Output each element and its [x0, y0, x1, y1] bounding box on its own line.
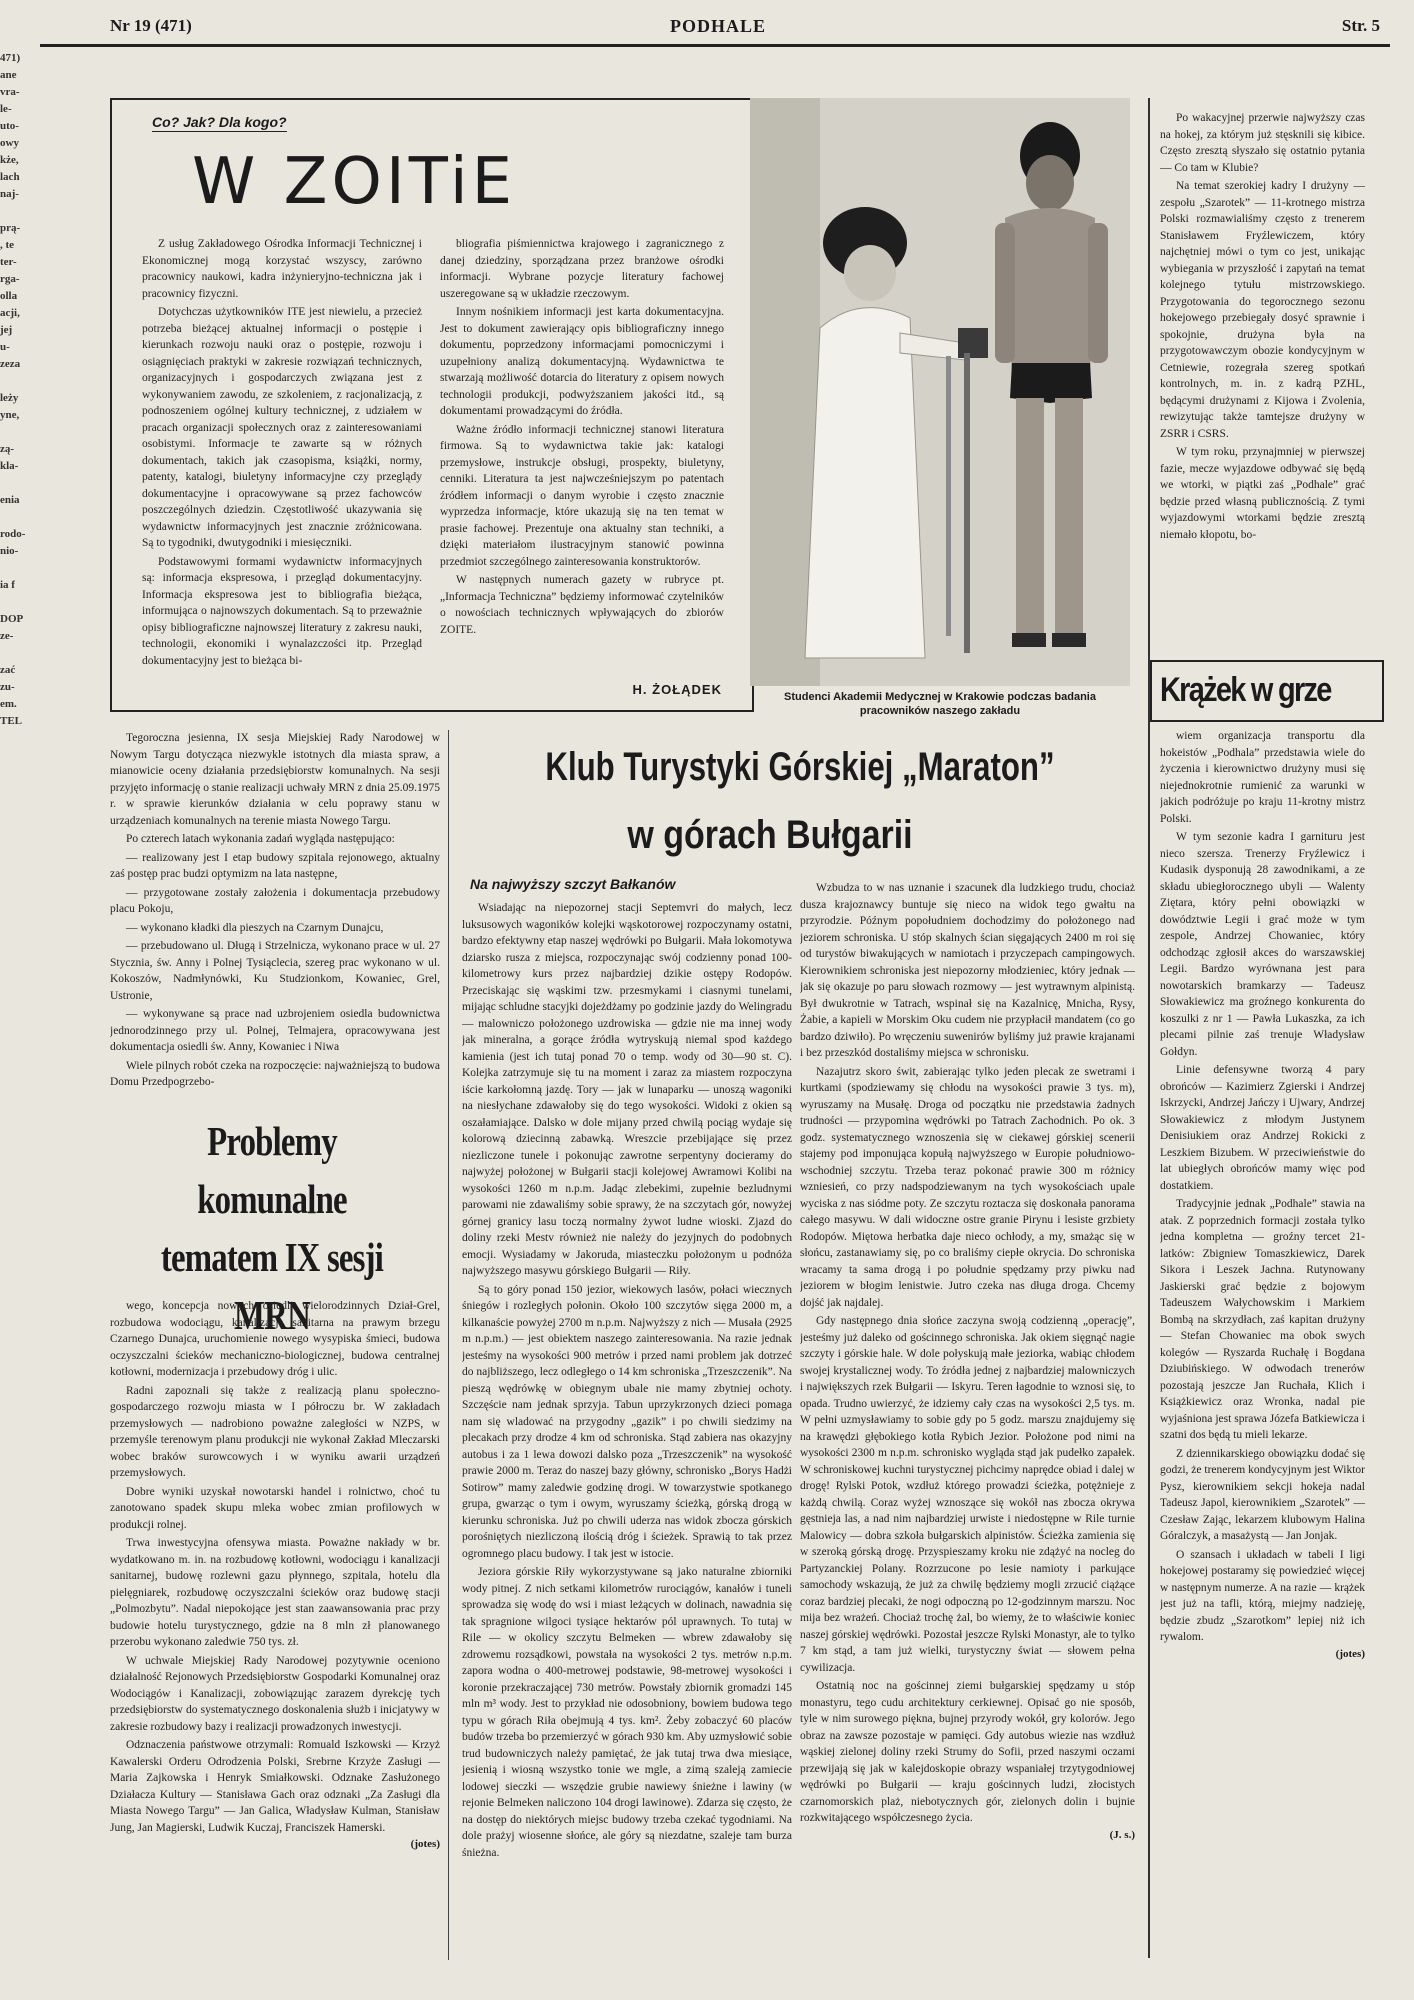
zoitie-article	[110, 98, 754, 712]
mrn-paragraph: — przygotowane zostały założenia i dokumentacja przebudowy placu Pokoju,	[110, 886, 440, 915]
zoitie-paragraph: Z usług Zakładowego Ośrodka Informacji Technicznej i Ekonomicznej mogą korzystać wszyscy, zarówno pracownicy naukowi, kadra inżynieryjno-techniczna jak i pracownicy fizyczni.	[142, 238, 422, 300]
photo-image	[750, 98, 1130, 686]
maraton-column-2	[800, 880, 1135, 1955]
zoitie-paragraph: Podstawowymi formami wydawnictw informacyjnych są: informacja ekspresowa, i przegląd dokumentacyjny. Informacja ekspresowa jest to bibliografia bieżąca, informująca o najnowszych dokumentach. Są to przeważnie opisy bibliograficzne najnowszej literatury z zakresu nauki, technologii, ekonomiki i wynalazczości itp. Przegląd dokumentacyjny jest to bieżąca bi-	[142, 555, 422, 667]
maraton-subhead: Na najwyższy szczyt Bałkanów	[470, 876, 676, 892]
maraton-column-1	[462, 900, 792, 1955]
mrn-paragraph: Po czterech latach wykonania zadań wygląda następująco:	[126, 833, 395, 845]
mrn-paragraph: — przebudowano ul. Długą i Strzelnicza, wykonano prace w ul. 27 Stycznia, św. Anny i Polnej Tysiąclecia, szereg prac wykonano w ul. Kokoszów, Nadmłynówki, Ku Studzionkom, Kowaniec, Grel, Ustronie,	[110, 940, 440, 1002]
zoitie-author: H. ŻOŁĄDEK	[632, 682, 722, 697]
mrn-paragraph: Tegoroczna jesienna, IX sesja Miejskiej Rady Narodowej w Nowym Targu dotycząca niezwykle istotnych dla miasta spraw, a mianowicie oceny działania przedsiębiorstw komunalnych. Na sesji przyjęto informację o stanie realizacji uchwały MRN z dnia 25.09.1975 r. w sprawie kierunków działania w celu poprawy stanu w urządzeniach komunalnych na terenie miasta Nowego Targu.	[110, 732, 440, 827]
maraton-title-line-1: Klub Turystyki Górskiej „Maraton”	[545, 745, 1055, 789]
hockey-frame	[1148, 98, 1150, 1958]
mrn-signature: (jotes)	[410, 1838, 440, 1850]
column-rule	[448, 730, 449, 1960]
zoitie-paragraph: Dotychczas użytkowników ITE jest niewielu, a przecież potrzeba bieżącej aktualnej informacji o postępie i kierunkach rozwoju nauki oraz o postępie, rozwoju i osiągnięciach praktyki w zakresie rozwiązań technicznych, organizacyjnych i gospodarczych związana jest z wykonywaniem zawodu, ze szkoleniem, z racjonalizacją, z podnoszeniem ogólnej kultury technicznej, z udziałem w pracach organizacji społecznych oraz z zainteresowaniami osobistymi. Informacje te zawarte są w różnych dokumentach, takich jak czasopisma, książki, normy, patenty, katalogi, biuletyny informacyjne czy przeglądy dokumentacyjne i opracowywane są przez fachowców poszczególnych dziedzin. Częstotliwość ukazywania się wydawnictw informacyjnych jest znacznie zróżnicowana. Są to tygodniki, dwutygodniki i miesięczniki.	[142, 306, 422, 549]
hockey-column-top	[1160, 110, 1365, 650]
maraton-signature: (J. s.)	[1109, 1828, 1135, 1841]
mrn-paragraph: Trwa inwestycyjna ofensywa miasta. Poważne nakłady w br. wydatkowano m. in. na rozbudowę kotłowni, wodociągu i kanalizacji sanitarnej, budowę rozlewni gazu płynnego, szpitala, hotelu dla pielęgniarek, rozbudowę oczyszczalni ścieków oraz budowę stacji „Polmozbytu”. Nadal niepokojące jest stan zaawansowania prac przy budowie hotelu turystycznego, gdzie na 8 mln zł planowanego przerobu wykonano zaledwie 750 tys. zł.	[110, 1537, 440, 1648]
maraton-paragraph: Nazajutrz skoro świt, zabierając tylko jeden plecak ze swetrami i kurtkami (spodziewamy się chłodu na wysokości prawie 3 tys. m), wyruszamy na Musałę. Droga od początku nie przedstawia żadnych trudności — przypomina wędrówki po Tatrach Zachodnich. Po ok. 3 godz. systematycznego wznoszenia się w ciekawej górskiej scenerii stajemy pod imponująca kopułą najwyższego w Europie południowo-wschodniej szczytu. Trzeba teraz pokonać prawie 300 m różnicy wzniesień, co przy nadspodziewanym na tych wysokościach upale wyciska z nas siódme poty. Ze szczytu roztacza się doskonała panorama całego masywu. W dali widoczne ostre granie Pirynu i lesiste grzbiety Rodopów. Miętowa herbatka daje nieco ochłody, a my, smażąc się w słońcu, zastanawiamy się, po co braliśmy ciepłe okrycia. Do schroniska wracamy ta sama drogą i po południe spędzamy przy piwku nad jeziorem w błogim lenistwie. Jutro czeka nas długa droga. Chcemy dojść jak najdalej.	[800, 1065, 1135, 1309]
hockey-paragraph: Na temat szerokiej kadry I drużyny — zespołu „Szarotek” — 11-krotnego mistrza Polski rozmawialiśmy często z trenerem Stanisławem Fryźlewiczem, który najchętniej mówi o tym co jest, unikając wybiegania w przyszłość i zapytań na temat kolejnego tytułu mistrzowskiego. Przygotowania do tegorocznego sezonu hokejowego przebiegały dosyć sprawnie i spokojnie, drużyna była na przygotowawczym obozie kondycyjnym w Cetniewie, rozegrała szereg spotkań kontrolnych, m. in. z kadrą PZHL, będącymi drużynami z Kijowa i Zvolenia, rewizytując także tamtejsze drużyny w ZSRR i CSRS.	[1160, 180, 1365, 440]
zoitie-column-1	[142, 236, 422, 704]
hockey-title: Krążek w grze	[1160, 671, 1331, 709]
zoitie-paragraph: Ważne źródło informacji technicznej stanowi literatura firmowa. Są to wydawnictwa takie jak: katalogi przemysłowe, instrukcje obsługi, prospekty, biuletyny, cenniki. Literatura ta jest najwcześniejszym po patentach źródłem informacji o danym wyrobie i często znacznie wyprzedza informacje, które ukazują się na ten temat w prasie fachowej. Prezentuje ona aktualny stan techniki, a dzięki materiałom ilustracyjnym stanowić powinna przedmiot szczególnego zainteresowania konstruktorów.	[440, 423, 724, 568]
maraton-paragraph: Gdy następnego dnia słońce zaczyna swoją codzienną „operację”, jesteśmy już daleko od gościnnego schroniska. Jak okiem sięgnąć nagie szczyty i górskie hale. W dole połyskują małe jeziorka, wabiąc chłodem swojej krystalicznej wody. To źródła jednej z najbardziej malowniczych i największych rzek Bułgarii — Iskyru. Teren łagodnie to wznosi się, to opada. Trudno uwierzyć, że idziemy cały czas na wysokości 2,5 tys. m. W pełni uzmysławiamy to sobie gdy po 5 godz. marszu znajdujemy się na krawędzi głębokiego kotła Rybich Jezior. Położone pod nimi na wysokości 2300 m n.p.m. schronisko wygląda stąd jak pudełko zapałek. W schroniskowej kuchni turystycznej pichcimy naprędce obiad i dalej w drogę! Rylski Potok, wzdłuż którego prowadzi ścieżka, potężnieje z każdą chwilą. Coraz wyżej wznoszące się wokół nas zbocza okrywa gęstnieja las, a nad nim najbardziej urwiste i niedostępne w Rile turnie Malowicy — dobra szkoła bułgarskich alpinistów. Ścieżka zamienia się w szeroką górską drogę. Przyspieszamy kroku nie zdążyć na nocleg do Partyzanckiej Polany. Rozrzucone po lesie namioty i parkujące samochody wskazują, że już za chwilę będziemy mogli zrzucić ciążące coraz bardziej plecaki, że nogi odpoczną po 12-godzinnym marszu. Noc mija bez wrażeń. Chociaż trochę żal, bo wiemy, że to właściwie koniec naszej górskiej wędrówki. Pozostał jeszcze Rylski Monastyr, ale to tylko 7 km stąd, a tam już wielki, turystyczny świat — słowem pełna cywilizacja.	[800, 1315, 1135, 1674]
hockey-paragraph: W tym sezonie kadra I garnituru jest nieco szersza. Trenerzy Fryźlewicz i Kudasik dysponują 28 zawodnikami, a ze składu ubiegłorocznego ubyli — Walenty Ziętara, który pełni obowiązki w dowództwie Legii i grać może w tym zespole, Andrzej Chowaniec, który odchodząc zgłosił akces do warszawskiej Legii. Bardzo wyrównana jest para nowotarskich bramkarzy — Tadeusz Słowakiewicz ma groźnego konkurenta do koszulki z nr 1 — Pawła Lukaszka, za ich plecami pilnie zaś trenuje Władysław Gołdyn.	[1160, 831, 1365, 1058]
hockey-paragraph: Linie defensywne tworzą 4 pary obrońców — Kazimierz Zgierski i Andrzej Iskrzycki, Andrzej Jańczy i Ujwary, Andrzej Słowakiewicz z młodym Justynem Denisiukiem oraz Andrzej Rokicki z Leszkiem Bizubem. W przeciwieństwie do lat ubiegłych obrońców mamy więc pod dostatkiem.	[1160, 1064, 1365, 1192]
maraton-paragraph: Wsiadając na niepozornej stacji Septemvri do małych, lecz luksusowych wagoników kolejki wąskotorowej rozpoczynamy ostatni, bardzo efektywny etap naszej wędrówki po Bułgarii. Mała lokomotywa dziarsko rusza z miejsca, rozpoczynając swój codzienny ponad 100-kilometrowy kurs przez najbardziej dzikie ostępy Rodopów. Przeciskając się wąskimi tzw. przesmykami i ciasnymi tunelami, mijając schludne stacyjki dojeżdżamy po godzinie jazdy do Welingradu — malowniczo położonego uzdrowiska — gdzie nie ma innej wody jak mineralna, a gorące źródła wytryskują niemal spod każdego kamienia (jest ich tutaj ponad 70 o temp. wody od 30—90 st. C). Kolejka zatrzymuje się tu na moment i zaraz za miastem rozpoczyna iście karkołomną jazdę. Tory — jak w lunaparku — unoszą wagoniki na niesłychane zdawałoby się do tego wysokości. Widoki z okien są oszałamiające. Dalsko w dole mijany przed chwilą pociąg wydaje się kolorową dziecinną zabawką. Wreszcie przebijające się przez niezliczone tunele i pokonując zawrotne serpentyny docieramy do najwyżej położonej w Bułgarii stacji kolejowej Awramowi Kolibi na wysokości 1260 m n.p.m. Jadąc zlebekimi, zupełnie bezludnymi parowami nie zdawaliśmy sobie sprawy, że na szczytach gór, nowyżej górnej granicy lasu toczą normalny żywot ludne wioski. Zjazd do doliny rzeki Mestv również nie należy do jezyjnych do podobnych emocji. Wysiadamy w Jakoruda, miasteczku położonym u podnóża najwyższego masywu górskiego Bułgarii — Riły.	[462, 902, 792, 1277]
mrn-paragraph: Radni zapoznali się także z realizacją planu społeczno-gospodarczego rozwoju miasta w I półroczu br. W zakładach przemysłowych — nadrobiono poważne zaległości w NZPS, w przemyśle terenowym planu produkcji nie wykonał Zakład Mleczarski wobec braków surowcowych i w wyniku awarii urządzeń przemysłowych.	[110, 1384, 440, 1479]
zoitie-title: W ZOITiE	[192, 145, 517, 219]
left-margin-fragment: 471) ane vra- le- uto- owy kże, lach naj- prą- , te ter- rga- olla acji, jej u- zeza leży yne, zą- kla- enia rodo- nio- ia f DOP ze- zać zu- em. TEL	[0, 52, 26, 727]
maraton-paragraph: Ostatnią noc na gościnnej ziemi bułgarskiej spędzamy u stóp monastyru, tego cudu architektury cerkiewnej. Opisać go nie sposób, tyle w nim surowego piękna, bujnej przyrody wokół, gry kolorów. Jego obraz na zawsze pozostaje w pamięci. Gdy autobus wiezie nas wzdłuż wąskiej zielonej doliny rzeki Strumy do Sofii, przed naszymi oczami przewijają się jak w kalejdoskopie obrazy wspaniałej trzytygodniowej wędrówki po Bułgarii — kraju gościnnych ludzi, złocistych czarnomorskich plaż, niebotycznych gór, zielonych dolin i bujnie rozkwitającego współczesnego życia.	[800, 1680, 1135, 1824]
medical-exam-photo	[750, 98, 1130, 686]
hockey-paragraph: Z dziennikarskiego obowiązku dodać się godzi, że trenerem kondycyjnym jest Wiktor Pysz, kierownikiem sekcji hokeja nadal Tadeusz Japol, kierownikiem „Szarotek” — Czesław Zając, lekarzem klubowym Halina Góralczyk, a masażystą — Jan Jonjak.	[1160, 1447, 1365, 1542]
maraton-paragraph: Wzbudza to w nas uznanie i szacunek dla ludzkiego trudu, chociaż dusza krajoznawcy buntuje się nieco na widok tego gwałtu na przyrodzie. Późnym popołudniem dochodzimy do położonego nad jeziorem schroniska. U stóp skalnych ścian sięgających 2400 m roi się od turystów biwakujących w namiotach i przyczepach campingowych. Kierownikiem schroniska jest niepozorny młodzieniec, który jednak — jak się okazuje po paru słowach rozmowy — jest wytrawnym alpinistą. Był dwukrotnie w Tatrach, wspinał się na Kazalnicę, Mnicha, Rysy, Żabie, a kapieli w Morskim Oku cudem nie przypłacił mandatem (co go bardzo dziwiło). Po wręczeniu suwenirów byliśmy już prawie krajanami i bez przeszkód dostaliśmy miejsca w schronisku.	[800, 882, 1135, 1059]
mrn-title: Problemy komunalne tematem IX sesji MRN	[160, 1118, 384, 1338]
hockey-paragraph: Po wakacyjnej przerwie najwyższy czas na hokej, za którym już stęsknili się kibice. Często zresztą słyszało się ostatnio pytania — Co tam w Klubie?	[1160, 112, 1365, 174]
mrn-paragraph: — realizowany jest I etap budowy szpitala rejonowego, aktualny zaś postęp prac budzi optymizm na lata następne,	[110, 851, 440, 880]
hockey-signature: (jotes)	[1335, 1647, 1365, 1660]
mrn-paragraph: — wykonano kładki dla pieszych na Czarnym Dunajcu,	[126, 921, 384, 934]
maraton-paragraph: Jeziora górskie Riły wykorzystywane są jako naturalne zbiorniki wody pitnej. Z nich setkami kilometrów rurociągów, kanałów i tuneli sprowadza się wodę do wsi i miast leżących w dolinach, nawadnia się tak spragnione wilgoci tysiące hektarów pól uprawnych. To tutaj w Rile — w okolicy szczytu Belmeken — wbrew zdawałoby się zdrowemu rozsądkowi, powstała na wysokości 2 tys. metrów n.p.m. zapora wodna o 400-metrowej podstawie, 98-metrowej wysokości i koronie przekraczającej 730 metrów. Powstały zbiornik gromadzi 145 mln m³ wody. Jest to przykład nie odosobniony, bowiem budowa tego typu w górach Riła obejmują 4 tys. km². Żeby zobaczyć 60 placów budów trzeba bo przemierzyć w górach 930 km. Aby uzmysłowić sobie trud budowniczych należy pamiętać, że jak tutaj trwa dwa miesiące, jesienią i wiosną wszystko tonie we mgle, a zimą szaleją zamiecie lodowej sieczki — wszędzie grubie nawiewy śnieżne i lawiny (w rejonie Belmeken naliczono 104 drogi lawinowe). Zdarza się często, że na dostęp do niektórych miejsc budowy trzeba czekać tygodniami. Na dole prażyj wiosenne słońce, ale góry są niezdatne, szaleje tam burza śnieżna.	[462, 1566, 792, 1859]
mrn-paragraph: wego, koncepcja nowych osiedli wielorodzinnych Dział-Grel, rozbudowa wodociągu, kanalizacja sanitarna na prawym brzegu Czarnego Dunajca, uruchomienie nowego wysypiska śmieci, budowa oczyszczalni ścieków mechaniczno-biologicznej, budowa centralnej kotłowni, modernizacja i przebudowy dróg i ulic.	[110, 1300, 440, 1378]
maraton-title-line-2: w górach Bułgarii	[627, 813, 913, 857]
photo-caption: Studenci Akademii Medycznej w Krakowie podczas badania pracowników naszego zakładu	[784, 691, 1096, 717]
mrn-paragraph: Odznaczenia państwowe otrzymali: Romuald Iszkowski — Krzyż Kawalerski Orderu Odrodzenia Polski, Srebrne Krzyże Zasługi — Maria Zajkowska i Henryk Smiałkowski. Odznake Zasłużonego Działacza Kultury — Stanisława Gach oraz odznaki „Za Zasługi dla Miasta Nowego Targu” — Jan Galica, Władysław Kulman, Stanisław Jung, Jan Magierski, Ludwik Kuczaj, Franciszek Hamerski.	[110, 1739, 440, 1834]
mrn-paragraph: Wiele pilnych robót czeka na rozpoczęcie: najważniejszą to budowa Domu Przedpogrzebo-	[110, 1059, 440, 1088]
zoitie-paragraph: Innym nośnikiem informacji jest karta dokumentacyjna. Jest to dokument zawierający opis bibliograficzny innego dokumentu, poprzedzony informacjami pomocniczymi i uzupełniony analizą dokumentacyjną. Wydawnictwa te stwarzają możliwość dotarcia do literatury z opisem nowych technologii produkcji, podwyższaniem jakości itd., są dokumentami prowadzącymi do źródła.	[440, 306, 724, 417]
hockey-title-box	[1150, 660, 1384, 722]
page-header	[40, 14, 1390, 47]
mrn-paragraph: W uchwale Miejskiej Rady Narodowej pozytywnie oceniono działalność Rejonowych Przedsiębiorstw Gospodarki Komunalnej oraz Wodociągów i Kanalizacji, zobowiązując zarazem dyrekcję tych przedsiębiorstw do systematycznego doskonalenia służb i inicjatywy w zakresie rozbudowy bazy i realizacji prowadzonych inwestycji.	[110, 1654, 440, 1733]
zoitie-paragraph: bliografia piśmiennictwa krajowego i zagranicznego z danej dziedziny, sporządzana przez branżowe ośrodki informacji. Wybrane pozycje literatury fachowej uszeregowane są w układzie rzeczowym.	[440, 238, 724, 300]
hockey-paragraph: Tradycyjnie jednak „Podhale” stawia na atak. Z poprzednich formacji została tylko jedna kompletna — groźny tercet 21-latków: Zbigniew Tomaszkiewicz, Darek Sikora i Leszek Jachna. Rutynowany Jaskierski grać będzie z bojowym Tadeuszem Wałychowskim i Markiem Bombą na skrzydłach, zaś kapitan drużyny — Stefan Chowaniec ma obok swych kolegów — Ryszarda Ruchałę i Bogdana Dziubińskiego. W odwodach trenerów pozostają jeszcze Jan Ruchała, Klich i Książkiewicz oraz Wronka, nadal pie wyjaśniona jest sprawa Józefa Batkiewicza i szatni dos będą tu mieli lekarze.	[1160, 1198, 1365, 1441]
mrn-continuation	[110, 1298, 440, 1958]
hockey-paragraph: O szansach i układach w tabeli I ligi hokejowej postaramy się powiedzieć więcej w następnym numerze. A na razie — krążek jest już na tafli, którą, miejmy nadzieję, będzie zbudz „Szarotkom” lepiej niż ich rywalom.	[1160, 1548, 1365, 1643]
page-number: Str. 5	[1341, 16, 1380, 35]
newspaper-name: PODHALE	[670, 16, 767, 36]
mrn-paragraph: Dobre wyniki uzyskał nowotarski handel i rolnictwo, choć tu zanotowano spadek skupu mleka wobec zmian profilowych w produkcji rolnej.	[110, 1485, 440, 1531]
mrn-paragraph: — wykonywane są prace nad uzbrojeniem osiedla budownictwa jednorodzinnego przy ul. Polnej, Telmajera, opracowywana jest dokumentacja osiedli św. Anny, Kowaniec i Niwa	[110, 1008, 440, 1053]
hockey-paragraph: W tym roku, przynajmniej w pierwszej fazie, mecze wyjazdowe odbywać się będą we wtorki, w piątki zaś „Podhale” grać będzie przed własną publicznością. Z tymi wyjazdowymi wtorkami będzie zresztą niemało kłopotu, bo-	[1160, 446, 1365, 541]
zoitie-kicker: Co? Jak? Dla kogo?	[152, 114, 287, 130]
hockey-paragraph: wiem organizacja transportu dla hokeistów „Podhala” przedstawia wiele do życzenia i kierownictwo drużyny musi się niejednokrotnie rumienić za warunki w jakich podróżuje po kraju 11-krotny mistrz Polski.	[1160, 730, 1365, 825]
maraton-paragraph: Są to góry ponad 150 jezior, wiekowych lasów, połaci wiecznych śniegów i rozległych połonin. Około 100 szczytów sięga 2000 m, a kilkanaście powyżej 2700 m n.p.m. Najwyższy z nich — Musała (2925 m n.p.m.) — jest obiektem naszego zainteresowania. Na razie jednak jesteśmy na wysokości 900 metrów i przed nami problem jak dotrzeć do najbliższego, lecz odległego o 14 km schroniska „Trzeszczenik”. Na pieszą wędrówkę w obiegnym ubale nie mamy zbytniej ochoty. Szczęście nam jednak sprzyja. Tabun uprzykrzonych dzieci pomaga nam się wladować na przygodny „gazik” i po chwili siedzimy na plecakach przy drodze 4 km od schroniska. Stąd zabiera nas okazyjny autobus i za 1 lewa dowozi dalsko poza „Trzeszczenik” na wysokość prawie 2000 m. Teraz do naszej bazy główny, schronisko „Borys Hadżi Sotirow” mamy zaledwie godzinę drogi. W towarzystwie spotkanego grupa, gwarząc o tym i owym, wyruszamy ścieżką, górską drogą w kierunku schroniska. Już po chwili uderza nas widok zbocza górskich porośniętych niezliczoną ilością dróg i ścieżek. Sprawią to tak przez ogromnego placu budowy. I tak jest w istocie.	[462, 1283, 792, 1560]
hockey-column-bottom	[1160, 728, 1365, 1948]
zoitie-paragraph: W następnych numerach gazety w rubryce pt. „Informacja Techniczna” będziemy informować czytelników o nowościach technicznych wpływających do zbiorów ZOITE.	[440, 574, 724, 636]
zoitie-column-2	[440, 236, 724, 676]
mrn-intro	[110, 730, 440, 1098]
issue-number: Nr 19 (471)	[110, 16, 192, 35]
